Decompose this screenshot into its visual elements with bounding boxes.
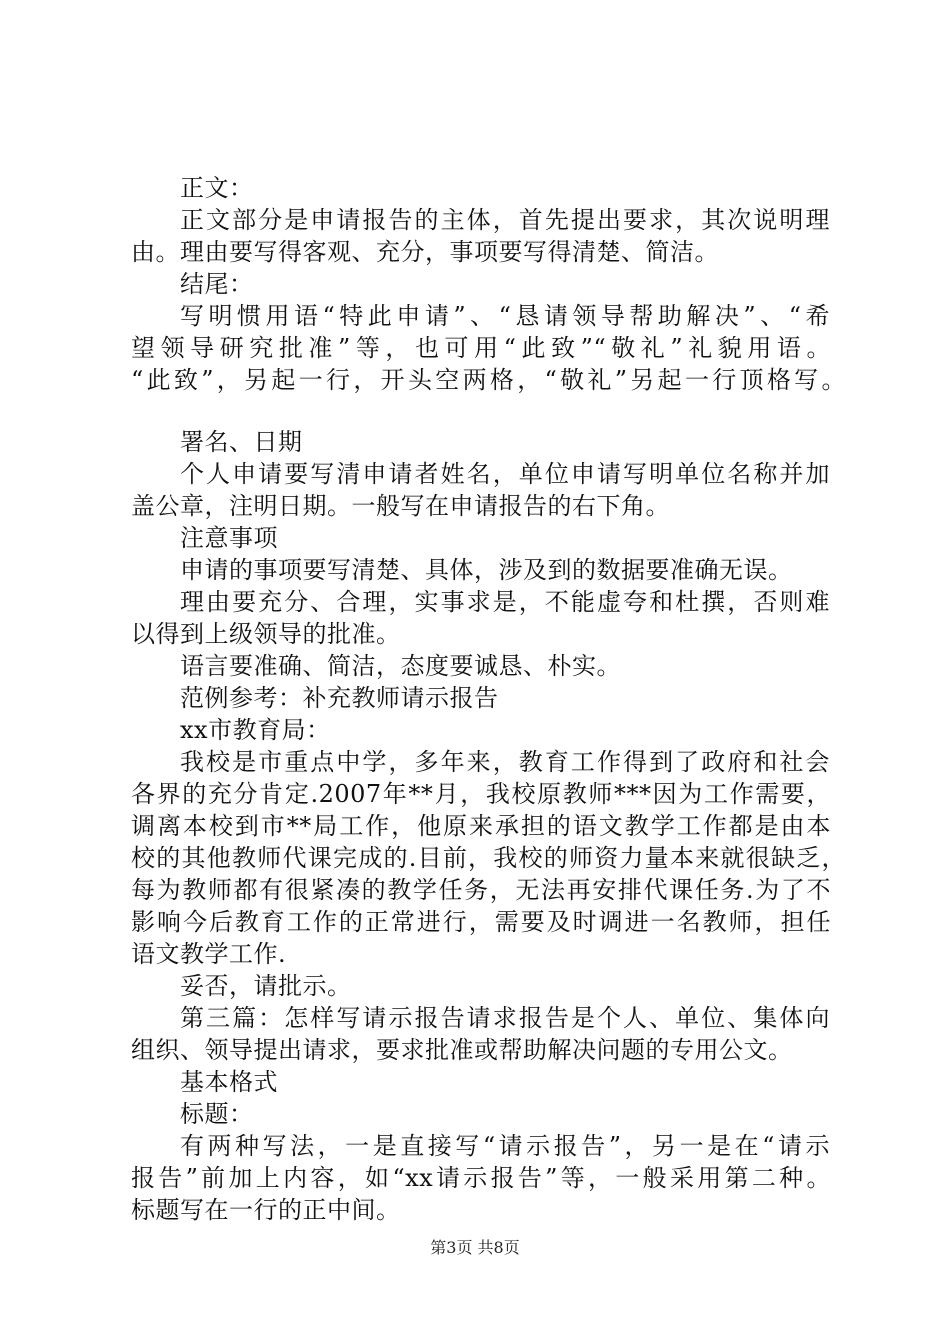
paragraph-line: 调离本校到市**局工作，他原来承担的语文教学工作都是由本 [131, 812, 831, 840]
paragraph-line: 校的其他教师代课完成的.目前，我校的师资力量本来就很缺乏， [131, 844, 846, 872]
heading-body-text: 正文： [180, 174, 254, 202]
paragraph-line: 妥否，请批示。 [180, 972, 352, 1000]
paragraph-line: 语文教学工作. [131, 940, 287, 968]
paragraph-line: 理由要充分、合理，实事求是，不能虚夸和杜撰，否则难 [180, 588, 830, 616]
paragraph-line: 语言要准确、简洁，态度要诚恳、朴实。 [180, 652, 621, 680]
paragraph-line: 以得到上级领导的批准。 [131, 620, 401, 648]
letter-addressee: xx市教育局： [180, 716, 331, 744]
paragraph-line: 第三篇：怎样写请示报告请求报告是个人、单位、集体向 [180, 1004, 830, 1032]
paragraph-line: 各界的充分肯定.2007年**月，我校原教师***因为工作需要， [131, 780, 831, 808]
paragraph-line: 每为教师都有很紧凑的教学任务，无法再安排代课任务.为了不 [131, 876, 831, 904]
paragraph-line: 个人申请要写清申请者姓名，单位申请写明单位名称并加 [180, 460, 830, 488]
paragraph-line: 正文部分是申请报告的主体，首先提出要求，其次说明理 [180, 206, 830, 234]
paragraph-line: 我校是市重点中学，多年来，教育工作得到了政府和社会 [180, 748, 830, 776]
heading-signature-date: 署名、日期 [180, 428, 303, 456]
paragraph-line: “此致”，另起一行，开头空两格，“敬礼”另起一行顶格写。 [131, 366, 846, 394]
heading-example: 范例参考：补充教师请示报告 [180, 684, 499, 712]
paragraph-line: 报告”前加上内容，如“xx请示报告”等，一般采用第二种。 [131, 1164, 831, 1192]
paragraph-line: 申请的事项要写清楚、具体，涉及到的数据要准确无误。 [180, 556, 793, 584]
heading-ending: 结尾： [180, 270, 254, 298]
heading-basic-format: 基本格式 [180, 1068, 278, 1096]
paragraph-line: 组织、领导提出请求，要求批准或帮助解决问题的专用公文。 [131, 1036, 793, 1064]
paragraph-line: 盖公章，注明日期。一般写在申请报告的右下角。 [131, 492, 670, 520]
paragraph-line: 由。理由要写得客观、充分，事项要写得清楚、简洁。 [131, 238, 719, 266]
heading-title: 标题： [180, 1100, 254, 1128]
paragraph-line: 有两种写法，一是直接写“请示报告”，另一是在“请示 [180, 1132, 830, 1160]
paragraph-line: 写明惯用语“特此申请”、“恳请领导帮助解决”、“希 [180, 302, 830, 330]
paragraph-line: 影响今后教育工作的正常进行，需要及时调进一名教师，担任 [131, 908, 831, 936]
paragraph-line: 望领导研究批准”等，也可用“此致”“敬礼”礼貌用语。 [131, 334, 831, 362]
page-number-footer: 第3页 共8页 [430, 1238, 520, 1257]
paragraph-line: 标题写在一行的正中间。 [131, 1196, 401, 1224]
heading-notes: 注意事项 [180, 524, 278, 552]
